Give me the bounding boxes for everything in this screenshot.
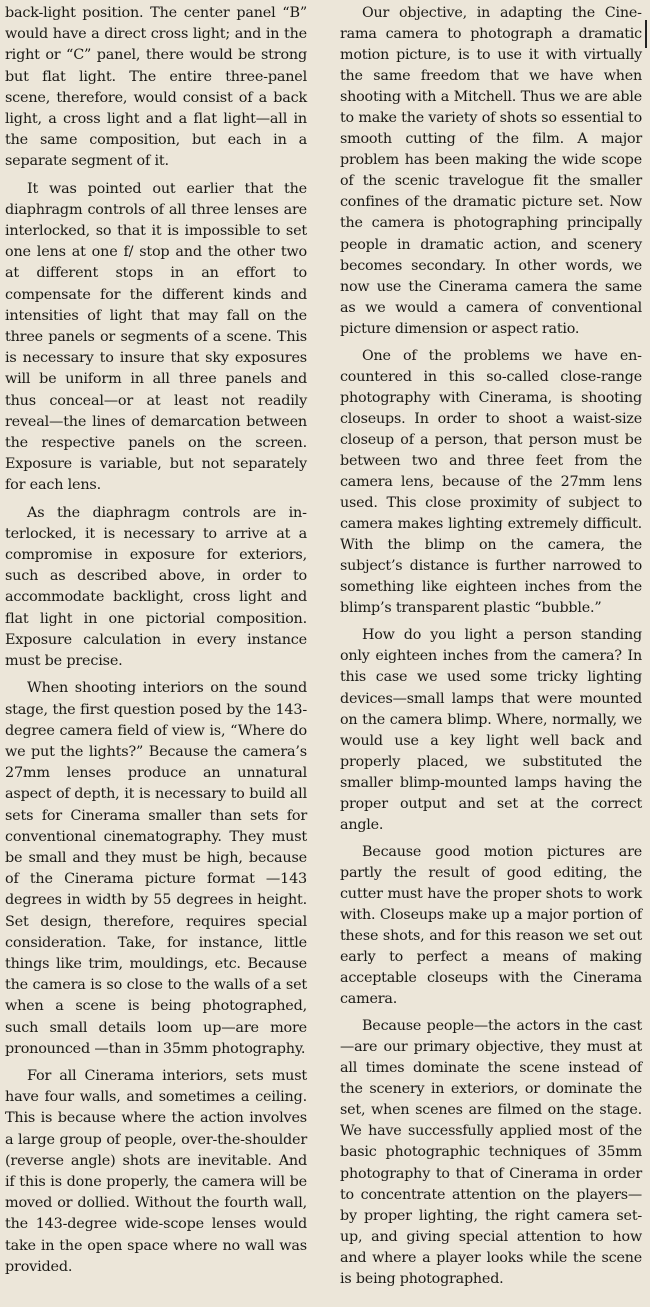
paragraph: Our objective, in adapting the Cinerama camera to photograph a dramatic motion picture, is to use it with virtually the same freedom that we have when shooting with a Mitchell. Thus we are able to make the variety of shots so essential to smooth cutting of the film. A major problem has been making the wide scope of the scenic travelogue fit the smaller confines of the dramatic picture set. Now the camera is photographing principally people in dramatic action, and scenery becomes secondary. In other words, we now use the Cinerama camera the same as we would a camera of conventional picture dimension or aspect ratio. [340,5,642,337]
margin-rule [645,20,647,48]
paragraph: One of the problems we have encountered in this so-called close-range photography with Cinerama, is shooting closeups. In order to shoot a waist-size closeup of a person, that person must be between two and three feet from the camera lens, because of the 27mm lens used. This close proximity of subject to camera makes lighting extremely difficult. With the blimp on the camera, the subject’s distance is further narrowed to something like eighteen inches from the blimp’s transparent plastic “bubble.” [340,347,642,617]
paragraph: When shooting interiors on the sound stage, the first question posed by the 143-degree camera field of view is, “Where do we put the lights?” Because the camera’s 27mm lenses produce an unnatural aspect of depth, it is necessary to build all sets for Cinerama smaller than sets for conventional cinematography. They must be small and they must be high, because of the Cinerama picture format —143 degrees in width by 55 degrees in height. Set design, therefore, requires special consideration. Take, for instance, little things like trim, mouldings, etc. Because the camera is so close to the walls of a set when a scene is being photographed, such small details loom up—are more pronounced —than in 35mm photography. [5,680,307,1057]
paragraph: Because people—the actors in the cast—are our primary objective, they must at all times dominate the scene instead of the scenery in exteriors, or dominate the set, when scenes are filmed on the stage. We have successfully applied most of the basic photographic techniques of 35mm photography to that of Cinerama in order to concentrate attention on the players— by proper lighting, the right camera set-up, and giving special attention to how and where a player looks while the scene is being photographed. [340,1018,642,1287]
paragraph: back-light position. The center panel “B” would have a direct cross light; and in the right or “C” panel, there would be strong but flat light. The entire three-panel scene, therefore, would consist of a back light, a cross light and a flat light—all in the same composition, but each in a separate segment of it. [5,5,307,170]
paragraph: It was pointed out earlier that the diaphragm controls of all three lenses are interlocked, so that it is impossible to set one lens at one f/ stop and the other two at different stops in an effort to compensate for the different kinds and intensities of light that may fall on the three panels or segments of a scene. This is necessary to insure that sky exposures will be uniform in all three panels and thus conceal—or at least not readily reveal—the lines of demarcation between the respective panels on the screen. Exposure is variable, but not separately for each lens. [5,180,307,494]
paragraph: Because good motion pictures are partly the result of good editing, the cutter must have the proper shots to work with. Closeups make up a major portion of these shots, and for this reason we set out early to perfect a means of making acceptable closeups with the Cinerama camera. [340,843,642,1008]
right-column [340,3,642,1296]
paragraph: As the diaphragm controls are interlocked, it is necessary to arrive at a compromise in exposure for exteriors, such as described above, in order to accommodate backlight, cross light and flat light in one pictorial composition. Exposure calculation in every instance must be precise. [5,504,307,670]
paragraph: How do you light a person standing only eighteen inches from the camera? In this case we used some tricky lighting devices—small lamps that were mounted on the camera blimp. Where, normally, we would use a key light well back and properly placed, we substituted the smaller blimp-mounted lamps having the proper output and set at the correct angle. [340,627,642,833]
left-column [5,3,307,1284]
paragraph: For all Cinerama interiors, sets must have four walls, and sometimes a ceiling. This is because where the action involves a large group of people, over-the-shoulder (reverse angle) shots are inevitable. And if this is done properly, the camera will be moved or dollied. Without the fourth wall, the 143-degree wide-scope lenses would take in the open space where no wall was provided. [5,1067,307,1275]
